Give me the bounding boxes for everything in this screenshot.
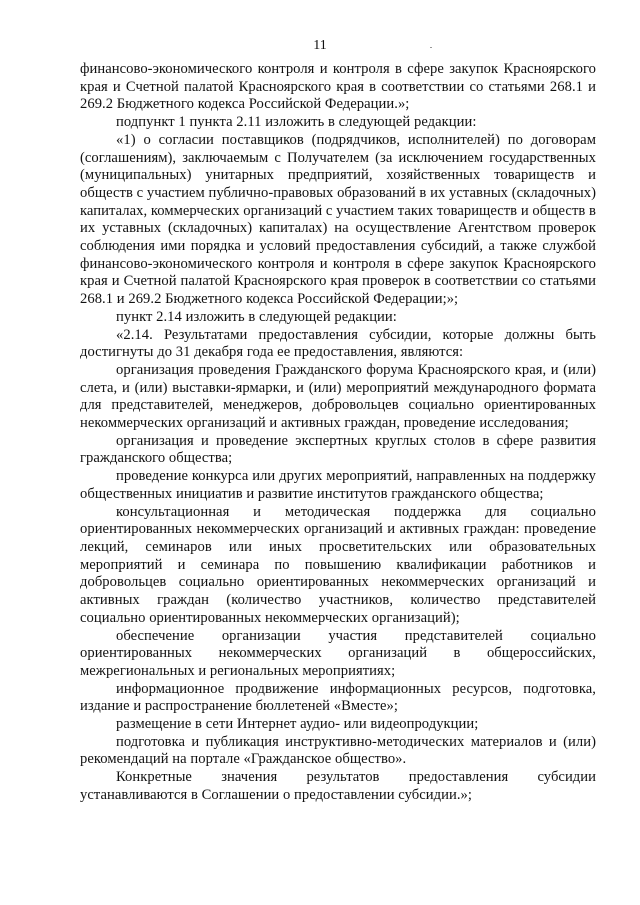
paragraph-result-forum: организация проведения Гражданского форума Красноярского края, и (или) слета, и (или) выставки-ярмарки, и (или) мероприятий международного формата для представителей, менеджеров, добровольцев социально ориентированных некоммерческих организаций и активных граждан, проведение исследования;: [80, 361, 596, 432]
scan-speck: [430, 47, 432, 48]
paragraph-result-info-promotion: информационное продвижение информационных ресурсов, подготовка, издание и распространение бюллетеней «Вместе»;: [80, 680, 596, 715]
paragraph-specific-values: Конкретные значения результатов предоставления субсидии устанавливаются в Соглашении о предоставлении субсидии.»;: [80, 769, 596, 803]
paragraph-result-round-tables: организация и проведение экспертных круглых столов в сфере развития гражданского общества;: [80, 432, 596, 467]
paragraph-continuation: финансово-экономического контроля и контроля в сфере закупок Красноярского края и Счетной палатой Красноярского края в соответствии со статьями 268.1 и 269.2 Бюджетного кодекса Российской Федерации.»;: [80, 61, 596, 113]
page-number: 11: [313, 38, 327, 53]
paragraph-result-contest: проведение конкурса или других мероприятий, направленных на поддержку общественных инициатив и развитие институтов гражданского общества;: [80, 468, 596, 502]
document-body: [80, 61, 596, 805]
paragraph-result-internet: размещение в сети Интернет аудио- или видеопродукции;: [116, 716, 479, 733]
paragraph-amendment-2-14: пункт 2.14 изложить в следующей редакции:: [116, 308, 397, 325]
paragraph-result-consulting: консультационная и методическая поддержка для социально ориентированных некоммерческих организаций и активных граждан: проведение лекций, семинаров или иных просветительских или образовательных мероприятий и семинара по повышению квалификации работников и добровольцев социально ориентированных некоммерческих организаций и активных граждан (количество участников, количество представителей социально ориентированных некоммерческих организаций);: [80, 503, 596, 626]
paragraph-result-publication: подготовка и публикация инструктивно-методических материалов и (или) рекомендаций на портале «Гражданское общество».: [80, 733, 596, 768]
paragraph-result-participation: обеспечение организации участия представителей социально ориентированных некоммерческих организаций в общероссийских, межрегиональных и региональных мероприятиях;: [80, 627, 596, 679]
paragraph-amendment-2-11: подпункт 1 пункта 2.11 изложить в следующей редакции:: [116, 114, 477, 131]
paragraph-subpoint-1: «1) о согласии поставщиков (подрядчиков, исполнителей) по договорам (соглашениям), заключаемым с Получателем (за исключением государственных (муниципальных) унитарных предприятий, хозяйственных товариществ и обществ с участием публично-правовых образований в их уставных (складочных) капиталах, коммерческих организаций с участием таких товариществ и обществ в их уставных (складочных) капиталах) на осуществление Агентством проверок соблюдения ими порядка и условий предоставления субсидий, а также службой финансово-экономического контроля и контроля в сфере закупок Красноярского края и Счетной палатой Красноярского края проверок в соответствии со статьями 268.1 и 269.2 Бюджетного кодекса Российской Федерации;»;: [80, 131, 596, 308]
paragraph-point-2-14: «2.14. Результатами предоставления субсидии, которые должны быть достигнуты до 31 декабря года ее предоставления, являются:: [80, 326, 596, 361]
